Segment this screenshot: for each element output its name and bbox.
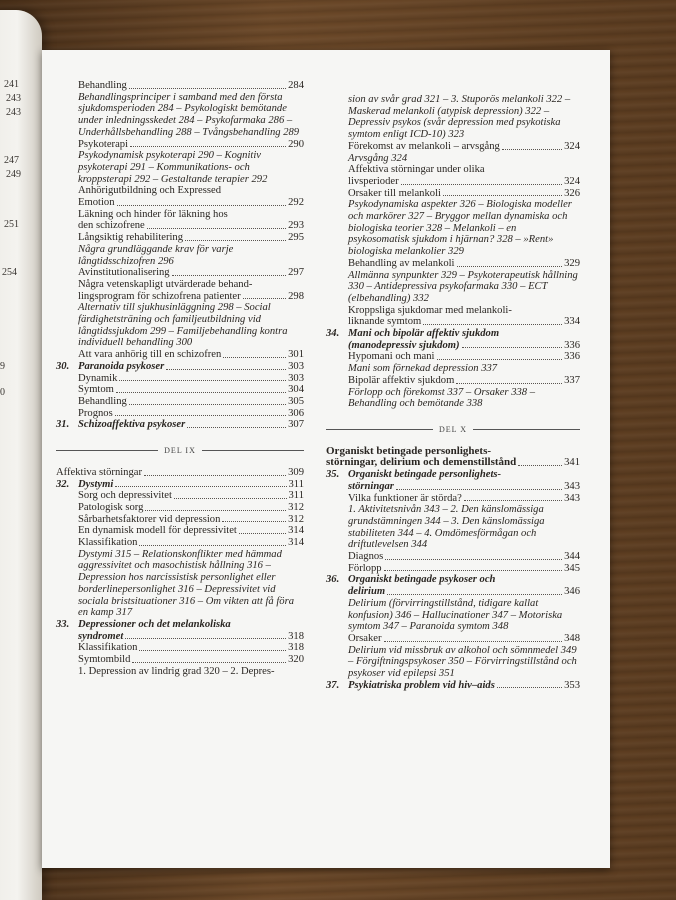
subtopic-list: Arvsgång 324: [348, 152, 408, 164]
page-edge-number: 247: [4, 155, 19, 166]
page-edge-number: 9: [0, 361, 5, 372]
toc-entry: [326, 340, 580, 352]
entry-title: Bipolär affektiv sjukdom: [348, 374, 455, 386]
page-edge-number: 249: [6, 169, 21, 180]
entry-title: lingsprogram för schizofrena patienter: [78, 290, 241, 302]
toc-entry: [326, 586, 580, 598]
leader-dots: [185, 240, 286, 241]
toc-entry: [56, 220, 304, 232]
entry-title: liknande symtom: [348, 316, 422, 328]
part-label: DEL IX: [164, 446, 196, 456]
page-number: 324: [564, 175, 580, 187]
page-number: 307: [288, 419, 304, 431]
toc-entry-line: Några vetenskapligt utvärderade behand-: [78, 278, 253, 290]
toc-entry: [326, 258, 580, 270]
divider-line: [473, 429, 580, 430]
entry-title: Förekomst av melankoli – arvsgång: [348, 140, 500, 152]
leader-dots: [145, 510, 286, 511]
left-column: [56, 80, 304, 677]
subtopic-list: 1. Aktivitetsnivån 343 – 2. Den känslomässiga grundstämningen 344 – 3. Den känslomässiga stabiliteten 344 – 4. Omdömesförmågan och driftutlevelsen 344: [348, 504, 545, 551]
entry-title: Hypomani och mani: [348, 351, 435, 363]
entry-title: Klassifikation: [78, 642, 138, 654]
leader-dots: [147, 228, 286, 229]
toc-entry: [326, 141, 580, 153]
toc-entry-line: Anhörigutbildning och Expressed: [78, 185, 221, 197]
toc-entry: [326, 176, 580, 188]
chapter-title: 37. Psykiatriska problem vid hiv–aids: [326, 679, 495, 691]
toc-entry: [56, 291, 304, 303]
page-number: 318: [288, 642, 304, 654]
divider-line: [202, 450, 304, 451]
page-number: 326: [564, 187, 580, 199]
part-divider: [56, 445, 304, 457]
page-number: 353: [564, 679, 580, 691]
leader-dots: [187, 427, 286, 428]
book-page: [42, 50, 610, 868]
leader-dots: [464, 500, 562, 501]
page-edge-number: 243: [6, 93, 21, 104]
page-number: 336: [564, 339, 580, 351]
entry-title: delirium: [348, 586, 386, 598]
toc-entry: [56, 197, 304, 209]
entry-title: störningar: [348, 480, 394, 492]
toc-entry: [326, 481, 580, 493]
leader-dots: [129, 88, 286, 89]
subtopic-list: Mani som förnekad depression 337: [348, 363, 498, 375]
chapter-number: 32.: [56, 478, 70, 490]
leader-dots: [497, 687, 562, 688]
leader-dots: [457, 266, 563, 267]
leader-dots: [502, 149, 562, 150]
toc-entry: [56, 514, 304, 526]
page-edge-number: 0: [0, 387, 5, 398]
page-number: 312: [288, 513, 304, 525]
subtopic-list: Delirium vid missbruk av alkohol och sömnmedel 349 – Förgiftningspsykoser 350 – Förvirringstillstånd och psykoser vid epilepsi 351: [348, 644, 577, 680]
page-number: 306: [288, 407, 304, 419]
leader-dots: [384, 570, 563, 571]
toc-entry: [326, 551, 580, 563]
leader-dots: [117, 205, 287, 206]
subtopic-list: Psykodynamiska aspekter 326 – Biologiska modeller och markörer 327 – Bryggor mellan dynamiska och biologiska teorier 328 – Melankoli – en psykosomatisk sjukdom i hjärnan? 328 – »Rent» biologiska melankolier 329: [348, 199, 572, 258]
page-number: 314: [288, 525, 304, 537]
entry-title: störningar, delirium och demenstillstånd: [326, 456, 517, 469]
leader-dots: [239, 533, 286, 534]
chapter-entry: [56, 419, 304, 431]
leader-dots: [116, 392, 286, 393]
entry-title: Orsaker: [348, 632, 382, 644]
page-edge-number: 251: [4, 219, 19, 230]
chapter-number: 34.: [326, 328, 340, 340]
divider-line: [326, 429, 433, 430]
part-divider: [326, 424, 580, 436]
entry-title: den schizofrene: [78, 220, 145, 232]
toc-entry: [56, 384, 304, 396]
toc-entry: [56, 139, 304, 151]
page-number: 304: [288, 384, 304, 396]
page-number: 346: [564, 586, 580, 598]
subtopic-list: Allmänna synpunkter 329 – Psykoterapeutisk hållning 330 – Antidepressiva psykofarmaka 330 – ECT (elbehandling) 332: [348, 269, 578, 304]
leader-dots: [139, 650, 286, 651]
leader-dots: [132, 662, 286, 663]
page-number: 303: [288, 372, 304, 384]
entry-title: Prognos: [78, 407, 113, 419]
entry-title: livsperioder: [348, 175, 399, 187]
leader-dots: [243, 298, 286, 299]
page-number: 320: [288, 654, 304, 666]
leader-dots: [518, 465, 562, 466]
page-number: 311: [288, 478, 304, 490]
page-number: 314: [288, 537, 304, 549]
entry-title: Orsaker till melankoli: [348, 187, 441, 199]
page-number: 295: [288, 232, 304, 244]
leader-dots: [443, 195, 562, 196]
entry-title: Avinstitutionalisering: [78, 267, 170, 279]
page-edge-number: 243: [6, 107, 21, 118]
chapter-title: 32. Dystymi: [56, 478, 114, 490]
chapter-title-line: 35. Organiskt betingade personlighets-: [326, 469, 502, 481]
toc-entry: [326, 375, 580, 387]
page-number: 337: [564, 374, 580, 386]
chapter-number: 31.: [56, 419, 70, 431]
page-number: 284: [288, 80, 304, 91]
subtopic-list: sion av svår grad 321 – 3. Stuporös melankoli 322 – Maskerad melankoli (atypisk depression) 322 – Depressiv psykos (svår depression med psykotiska symtom enligt ICD-10) 323: [348, 94, 571, 141]
entry-title: (manodepressiv sjukdom): [348, 339, 460, 351]
toc-entry-line: 1. Depression av lindrig grad 320 – 2. Depres-: [78, 665, 275, 677]
entry-title: Psykoterapi: [78, 138, 129, 150]
leader-dots: [385, 559, 562, 560]
leader-dots: [115, 415, 286, 416]
leader-dots: [139, 545, 286, 546]
right-column: [326, 94, 580, 691]
leader-dots: [222, 521, 286, 522]
entry-title: Behandling av melankoli: [348, 257, 455, 269]
toc-entry: [326, 351, 580, 363]
leader-dots: [387, 594, 562, 595]
toc-entry: [56, 502, 304, 514]
leader-dots: [115, 486, 286, 487]
page-number: 341: [564, 457, 580, 469]
toc-entry: [326, 188, 580, 200]
chapter-number: 36.: [326, 574, 340, 586]
leader-dots: [423, 324, 562, 325]
chapter-title-line: 36. Organiskt betingade psykoser och: [326, 574, 496, 586]
chapter-title: 31. Schizoaffektiva psykoser: [56, 419, 186, 431]
leader-dots: [166, 369, 286, 370]
page-number: 290: [288, 138, 304, 150]
toc-entry: [56, 267, 304, 279]
leader-dots: [144, 475, 286, 476]
entry-title: Symtombild: [78, 654, 131, 666]
chapter-title-line: 34. Mani och bipolär affektiv sjukdom: [326, 328, 500, 340]
toc-entry: [326, 316, 580, 328]
leader-dots: [396, 489, 562, 490]
toc-entry-line: Affektiva störningar under olika: [348, 164, 485, 176]
toc-entry: [56, 80, 304, 92]
toc-entry: [56, 631, 304, 643]
leader-dots: [129, 404, 286, 405]
entry-title: Dynamik: [78, 372, 118, 384]
toc-entry: [326, 633, 580, 645]
page-number: 318: [288, 630, 304, 642]
subtopic-list: Delirium (förvirringstillstånd, tidigare kallat konfusion) 346 – Hallucinationer 347 – Motoriska symtom 347 – Paranoida symtom 348: [348, 597, 563, 633]
page-number: 309: [288, 466, 304, 478]
toc-entry: [326, 493, 580, 505]
toc-entry: [56, 408, 304, 420]
toc-entry: [56, 467, 304, 479]
toc-entry: [326, 563, 580, 575]
page-number: 344: [564, 551, 580, 563]
page-number: 336: [564, 351, 580, 363]
page-number: 312: [288, 501, 304, 513]
leader-dots: [456, 383, 562, 384]
left-page-edge: [0, 10, 42, 900]
toc-entry: [56, 349, 304, 361]
subtopic-list: Dystymi 315 – Relationskonflikter med hämmad aggressivitet och masochistisk hållning 316 – Depression hos narcissistisk personlighet eller borderlinepersonlighet 316 – Depressivitet vid sociala bristsituationer 316 – Om vikten att få föra en kamp 317: [78, 548, 294, 619]
page-edge-number: 241: [4, 79, 19, 90]
leader-dots: [119, 380, 286, 381]
page-number: 324: [564, 140, 580, 152]
toc-entry: [56, 525, 304, 537]
page-number: 303: [288, 360, 304, 372]
page-number: 298: [288, 290, 304, 302]
page-number: 329: [564, 257, 580, 269]
chapter-number: 30.: [56, 360, 70, 372]
part-label: DEL X: [438, 424, 468, 434]
subtopic-list: Behandlingsprinciper i samband med den första sjukdomsperioden 284 – Psykologiskt bemötande under inledningsskedet 284 – Psykofarmaka 286 – Underhållsbehandling 288 – Tvångsbehandling 289: [78, 91, 300, 138]
divider-line: [56, 450, 158, 451]
part-title-line: Organiskt betingade personlighets-: [326, 444, 492, 457]
page-number: 334: [564, 316, 580, 328]
chapter-number: 33.: [56, 618, 70, 630]
entry-title: syndromet: [78, 630, 124, 642]
leader-dots: [462, 347, 563, 348]
entry-title: Sorg och depressivitet: [78, 490, 172, 502]
subtopic-list: Förlopp och förekomst 337 – Orsaker 338 – Behandling och bemötande 338: [348, 386, 536, 410]
page-number: 301: [288, 349, 304, 361]
toc-entry: [56, 232, 304, 244]
leader-dots: [384, 641, 563, 642]
entry-title: Behandling: [78, 395, 127, 407]
entry-title: Förlopp: [348, 562, 382, 574]
subtopic-list: Några grundläggande krav för varje långtidsschizofren 296: [78, 243, 234, 267]
chapter-title-line: 33. Depressioner och det melankoliska: [56, 618, 231, 630]
entry-title: Klassifikation: [78, 537, 138, 549]
entry-title: Att vara anhörig till en schizofren: [78, 349, 222, 361]
chapter-entry: [326, 680, 580, 692]
entry-title: Sårbarhetsfaktorer vid depression: [78, 513, 221, 525]
entry-title: Affektiva störningar: [56, 466, 143, 478]
chapter-entry: [56, 361, 304, 373]
chapter-entry: [56, 479, 304, 491]
toc-entry-line: Kroppsliga sjukdomar med melankoli-: [348, 304, 512, 316]
toc-entry-line: Läkning och hinder för läkning hos: [78, 208, 228, 220]
page-number: 348: [564, 632, 580, 644]
chapter-title: 30. Paranoida psykoser: [56, 360, 165, 372]
subtopic-list: Alternativ till sjukhusinläggning 298 – Social färdighetsträning och familjeutbildning vid långtidssjukdom 299 – Familjebehandling kontra individuell behandling 300: [78, 302, 288, 349]
page-number: 292: [288, 197, 304, 209]
entry-title: Behandling: [78, 80, 127, 91]
leader-dots: [130, 146, 286, 147]
page-number: 305: [288, 395, 304, 407]
entry-title: Vilka funktioner är störda?: [348, 492, 462, 504]
entry-title: Långsiktig rehabilitering: [78, 232, 184, 244]
subtopic-list: Psykodynamisk psykoterapi 290 – Kognitiv psykoterapi 291 – Kommunikations- och kroppsterapi 292 – Gestaltande terapier 292: [78, 150, 268, 185]
toc-entry: [56, 490, 304, 502]
page-number: 343: [564, 492, 580, 504]
page-number: 343: [564, 480, 580, 492]
page-edge-number: 254: [2, 267, 17, 278]
leader-dots: [125, 638, 286, 639]
entry-title: Diagnos: [348, 551, 384, 563]
leader-dots: [174, 498, 287, 499]
entry-title: En dynamisk modell för depressivitet: [78, 525, 237, 537]
toc-entry: [56, 642, 304, 654]
toc-entry: [56, 654, 304, 666]
toc-entry: [56, 373, 304, 385]
chapter-number: 37.: [326, 679, 340, 691]
toc-entry: [56, 537, 304, 549]
leader-dots: [223, 357, 286, 358]
entry-title: Patologisk sorg: [78, 501, 144, 513]
entry-title: Emotion: [78, 197, 115, 209]
page-number: 345: [564, 562, 580, 574]
leader-dots: [437, 359, 563, 360]
entry-title: Symtom: [78, 384, 114, 396]
toc-entry: [326, 457, 580, 469]
leader-dots: [401, 184, 563, 185]
leader-dots: [172, 275, 287, 276]
page-number: 297: [288, 267, 304, 279]
toc-entry: [56, 396, 304, 408]
page-number: 311: [288, 490, 304, 502]
chapter-number: 35.: [326, 469, 340, 481]
page-number: 293: [288, 220, 304, 232]
